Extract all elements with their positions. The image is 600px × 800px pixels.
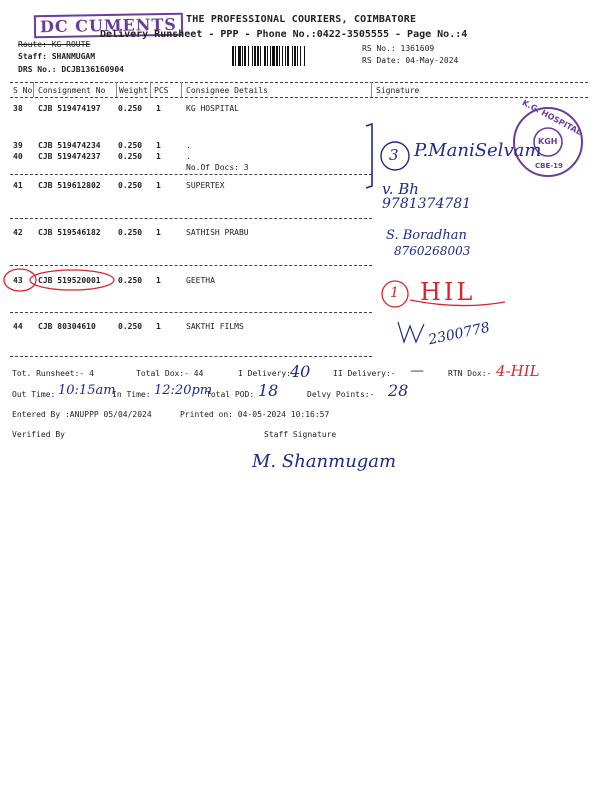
circle-one-text: 1 (390, 285, 399, 301)
no-of-docs: No.Of Docs: 3 (186, 163, 249, 172)
hospital-stamp-bottom: CBE-19 (535, 162, 563, 170)
kgh-signature: P.ManiSelvam (414, 140, 542, 161)
staff-signature: M. Shanmugam (252, 451, 397, 472)
entered-by: Entered By :ANUPPP 05/04/2024 (12, 410, 152, 419)
table-row-consignee: SATHISH PRABU (186, 228, 249, 237)
company-name: THE PROFESSIONAL COURIERS, COIMBATORE (186, 14, 417, 25)
table-row-sno: 44 (13, 322, 23, 331)
table-row-weight: 0.250 (118, 152, 143, 161)
table-row-weight: 0.250 (118, 322, 143, 331)
table-row-pcs: 1 (156, 152, 161, 161)
table-row-weight: 0.250 (118, 181, 143, 190)
table-row-consignee: . (186, 141, 191, 150)
table-row-sno: 43 (13, 276, 23, 285)
hospital-stamp-ring: K.G. HOSPITAL (520, 98, 584, 137)
drs-number: DRS No.: DCJB136160904 (18, 65, 124, 74)
col-header-sno: S No (13, 86, 33, 95)
circle-three-text: 3 (389, 146, 399, 164)
table-row-sno: 40 (13, 152, 23, 161)
delvy-points-value: 28 (388, 381, 409, 400)
route-label: Route: KG ROUTE (18, 40, 91, 49)
out-time-label: Out Time: (12, 390, 56, 399)
table-row-weight: 0.250 (118, 141, 143, 150)
table-row-sno: 39 (13, 141, 23, 150)
col-header-consignee: Consignee Details (186, 86, 268, 95)
table-row-weight: 0.250 (118, 276, 143, 285)
table-row-consignment: CJB 519474234 (38, 141, 101, 150)
table-row-pcs: 1 (156, 322, 161, 331)
sig-41-phone: 9781374781 (382, 196, 472, 212)
sig-44-letter (397, 316, 398, 317)
ii-delivery-label: II Delivery:- (333, 369, 396, 378)
rtn-dox-value: 4-HIL (496, 362, 540, 380)
table-row-pcs: 1 (156, 228, 161, 237)
tot-runsheet: Tot. Runsheet:- 4 (12, 369, 94, 378)
table-row-consignment: CJB 519474197 (38, 104, 101, 113)
row43-circle-mark (4, 269, 36, 291)
table-row-sno: 42 (13, 228, 23, 237)
total-pod-label: Total POD: (206, 390, 255, 399)
total-dox: Total Dox:- 44 (136, 369, 204, 378)
col-header-consignment: Consignment No (38, 86, 106, 95)
sig-44-number: 2300778 (427, 319, 492, 349)
table-row-consignee: SUPERTEX (186, 181, 225, 190)
table-row-consignee: KG HOSPITAL (186, 104, 239, 113)
i-delivery-label: I Delivery:- (238, 369, 296, 378)
table-row-pcs: 1 (156, 141, 161, 150)
out-time-value: 10:15am (58, 383, 116, 398)
table-row-consignee: SAKTHI FILMS (186, 322, 244, 331)
table-row-weight: 0.250 (118, 228, 143, 237)
sig-42-phone: 8760268003 (394, 244, 471, 258)
table-row-pcs: 1 (156, 181, 161, 190)
table-row-consignment: CJB 519474237 (38, 152, 101, 161)
hospital-stamp-center: KGH (538, 137, 558, 146)
printed-on: Printed on: 04-05-2024 10:16:57 (180, 410, 330, 419)
verified-by: Verified By (12, 430, 65, 439)
rs-number: RS No.: 1361609 (362, 44, 435, 53)
runsheet-title: Delivery Runsheet - PPP - Phone No.:0422-3505555 - Page No.:4 (100, 29, 468, 40)
sig-42-name: S. Boradhan (386, 228, 467, 243)
table-row-consignee: GEETHA (186, 276, 215, 285)
consignment-circle-mark (30, 270, 114, 290)
table-row-pcs: 1 (156, 276, 161, 285)
in-time-value: 12:20pm (154, 383, 213, 398)
sig-44-stroke (398, 322, 424, 342)
table-row-weight: 0.250 (118, 104, 143, 113)
staff-signature-label: Staff Signature (264, 430, 337, 439)
table-row-sno: 41 (13, 181, 23, 190)
col-header-pcs: PCS (154, 86, 169, 95)
table-row-consignment: CJB 519612802 (38, 181, 101, 190)
i-delivery-value: 40 (290, 362, 311, 381)
bracket-mark (366, 124, 372, 188)
documents-stamp: DC CUMENTS (34, 13, 183, 39)
table-row-consignment: CJB 80304610 (38, 322, 96, 331)
hil-text: HIL (420, 278, 476, 306)
in-time-label: In Time: (112, 390, 151, 399)
table-row-sno: 38 (13, 104, 23, 113)
rs-date: RS Date: 04-May-2024 (362, 56, 459, 65)
staff-label: Staff: SHANMUGAM (18, 52, 96, 61)
col-header-weight: Weight (119, 86, 148, 95)
table-row-consignment: CJB 519520001 (38, 276, 101, 285)
table-row-consignee: . (186, 152, 191, 161)
total-pod-value: 18 (258, 381, 279, 400)
rtn-dox-label: RTN Dox:- (448, 369, 492, 378)
sig-41-name: v. Bh (382, 180, 419, 198)
delvy-points-label: Delvy Points:- (307, 390, 375, 399)
table-row-consignment: CJB 519546182 (38, 228, 101, 237)
col-header-signature: Signature (376, 86, 420, 95)
table-row-pcs: 1 (156, 104, 161, 113)
ii-delivery-value: — (410, 363, 424, 379)
